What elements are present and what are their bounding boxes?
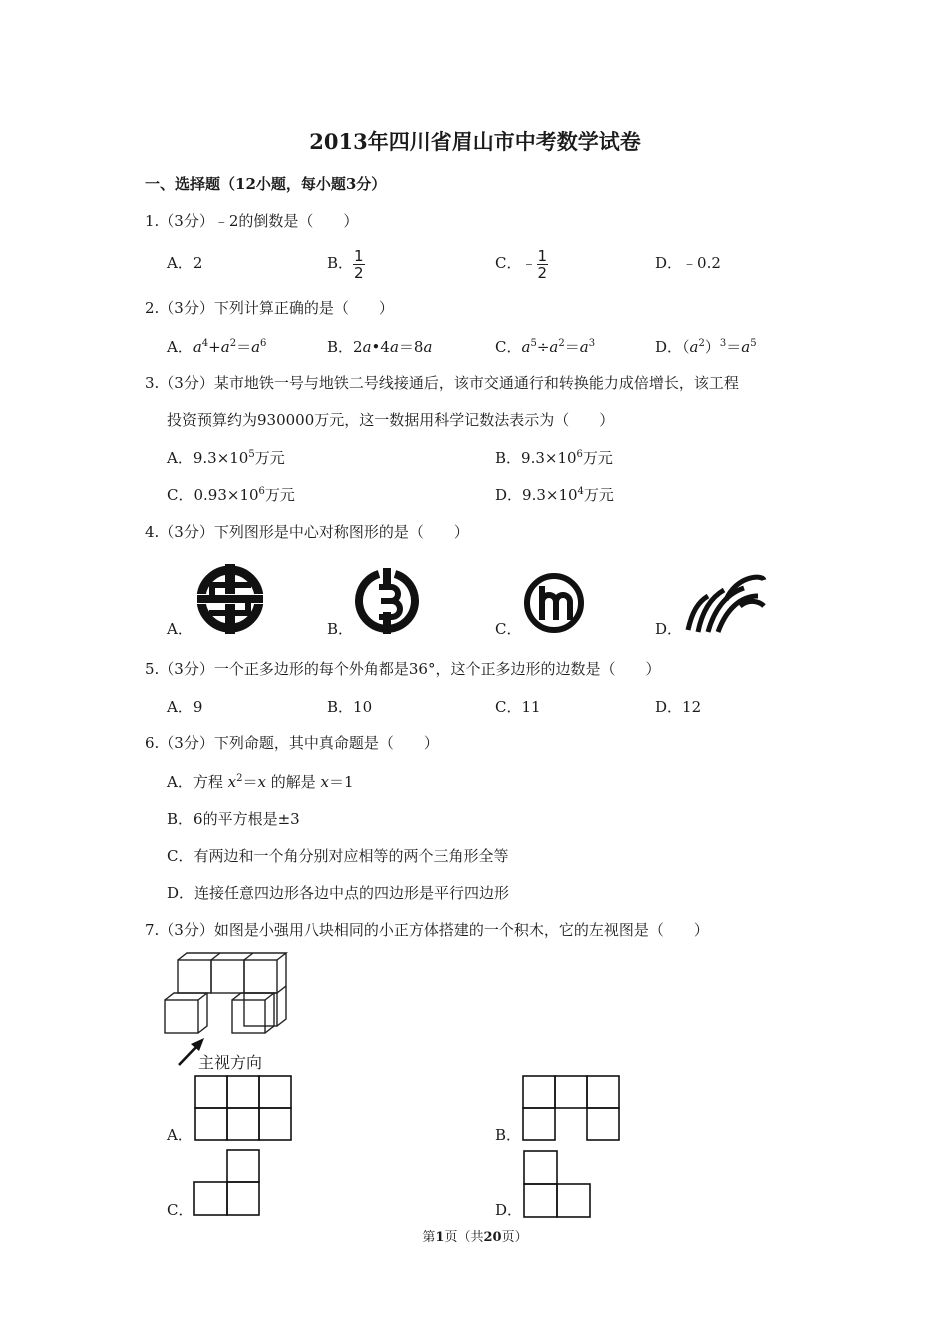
q4-option-d-label: D． xyxy=(655,620,683,638)
q6-option-c: C．有两边和一个角分别对应相等的两个三角形全等 xyxy=(167,847,509,865)
q2-option-b: B．2a•4a＝8a xyxy=(327,338,433,356)
question-3-stem: 3.（3分）某市地铁一号与地铁二号线接通后，该市交通通行和转换能力成倍增长，该工程 xyxy=(145,374,739,392)
question-5-stem: 5.（3分）一个正多边形的每个外角都是36°，这个正多边形的边数是（ ） xyxy=(145,660,661,678)
q7-option-a-figure xyxy=(194,1075,294,1141)
q4-logo-c xyxy=(523,572,585,634)
q6-option-a: A．方程 $x^2=x$ 的解是 x＝1 xyxy=(167,773,354,791)
section-heading: 一、选择题（12小题，每小题3分） xyxy=(145,175,387,193)
q6-option-b: B．6的平方根是±3 xyxy=(167,810,300,828)
q3-option-d: D．$9.3\times 10^4$万元 xyxy=(495,486,614,504)
q2-option-a: A．$a^4+a^2=a^6$ xyxy=(167,338,267,356)
q1-option-a: A．2 xyxy=(167,254,203,272)
q3-option-c: C．$0.93\times 10^6$万元 xyxy=(167,486,295,504)
q7-option-d-figure xyxy=(523,1150,593,1218)
page-footer: 第1页（共20页） xyxy=(422,1230,528,1245)
view-direction-label: 主视方向 xyxy=(198,1053,263,1072)
q7-option-b-label: B． xyxy=(495,1126,522,1144)
question-3-stem-cont: 投资预算约为930000万元，这一数据用科学记数法表示为（ ） xyxy=(167,411,615,429)
q2-option-c: C．$a^5\div a^2=a^3$ xyxy=(495,338,596,356)
q7-block-figure xyxy=(160,950,300,1050)
question-4-stem: 4.（3分）下列图形是中心对称图形的是（ ） xyxy=(145,523,469,541)
q4-option-b-label: B． xyxy=(327,620,354,638)
fraction: $\frac{1}{2}$ xyxy=(354,246,364,282)
q5-option-c: C．11 xyxy=(495,698,541,716)
question-6-stem: 6.（3分）下列命题，其中真命题是（ ） xyxy=(145,734,439,752)
question-1-stem: 1.（3分）﹣2的倒数是（ ） xyxy=(145,212,359,230)
q4-option-c-label: C． xyxy=(495,620,522,638)
q7-option-d-label: D． xyxy=(495,1201,523,1219)
q7-option-c-label: C． xyxy=(167,1201,194,1219)
q5-option-b: B．10 xyxy=(327,698,373,716)
q3-option-a: A．$9.3\times 10^5$万元 xyxy=(167,449,285,467)
q3-option-b: B．$9.3\times 10^6$万元 xyxy=(495,449,613,467)
q4-logo-a xyxy=(195,564,265,634)
q5-option-d: D．12 xyxy=(655,698,702,716)
q6-option-d: D．连接任意四边形各边中点的四边形是平行四边形 xyxy=(167,884,510,902)
fraction: $\frac{1}{2}$ xyxy=(537,246,548,282)
question-7-stem: 7.（3分）如图是小强用八块相同的小正方体搭建的一个积木，它的左视图是（ ） xyxy=(145,921,709,939)
q4-option-a-label: A． xyxy=(167,620,193,638)
q4-logo-d xyxy=(684,572,766,634)
q5-option-a: A．9 xyxy=(167,698,203,716)
q7-option-a-label: A． xyxy=(167,1126,193,1144)
q7-option-b-figure xyxy=(522,1075,622,1141)
q2-option-d: D．$(a^2)^3=a^5$ xyxy=(655,338,757,356)
q1-option-c: C．﹣ $\frac{1}{2}$ xyxy=(495,246,548,282)
page-title: 2013年四川省眉山市中考数学试卷 xyxy=(309,129,641,154)
question-2-stem: 2.（3分）下列计算正确的是（ ） xyxy=(145,299,394,317)
q7-option-c-figure xyxy=(193,1149,261,1217)
q1-option-b: B． $\frac{1}{2}$ xyxy=(327,246,364,282)
q1-option-d: D．﹣0.2 xyxy=(655,254,721,272)
q4-logo-b xyxy=(355,568,419,634)
